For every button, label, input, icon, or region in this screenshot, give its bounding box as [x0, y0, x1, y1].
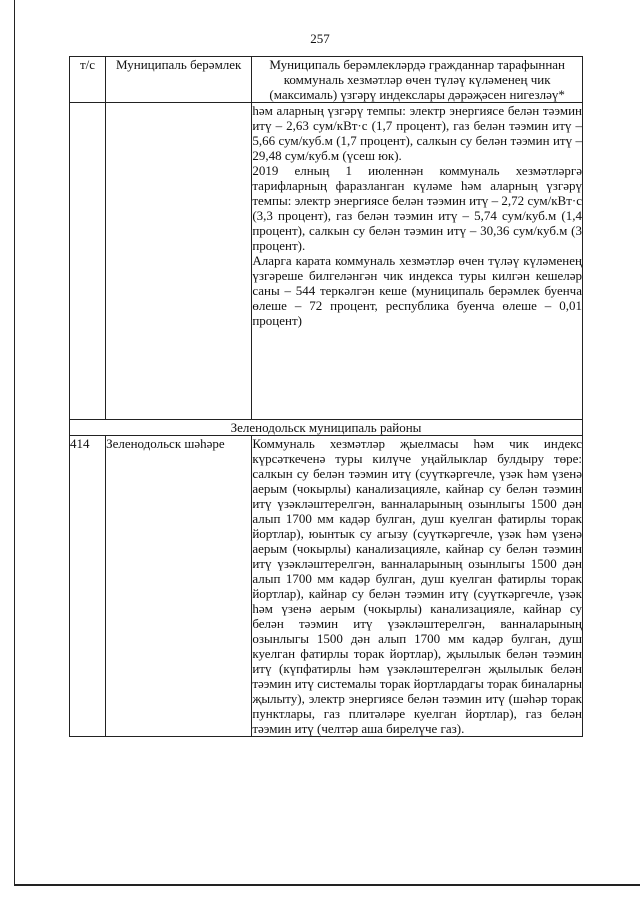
cell-empty-number — [70, 103, 106, 420]
paragraph-rates-2018: һәм аларның үзгәрү темпы: электр энергиясе белән тәэмин итү – 2,63 сум/кВт·с (1,7 процент), газ белән тәэмин итү – 5,66 сум/куб.м (1,7 процент), салкын су белән тәэмин итү – 29,48 сум/куб.м (үсеш юк). — [252, 103, 582, 163]
district-title: Зеленодольск муниципаль районы — [70, 420, 583, 436]
table-row — [70, 436, 583, 737]
header-number: т/с — [70, 57, 106, 103]
row-grounds-text: Коммуналь хезмәтләр җыелмасы һәм чик индекс күрсәткеченә туры килүче уңайлыклар булдыру төре: салкын су белән тәэмин итү (суүткәргечле, үзәк һәм үзенә аерым (чокырлы) канализацияле, кайнар су белән тәэмин итү үзәкләштерелгән, ванналарының озынлыгы 1500 дән алып 1700 мм кадәр булган, душ куелган фатирлы торак йортлар), юынтык су агызу (суүткәргечле, үзәк һәм үзенә аерым (чокырлы) канализацияле, кайнар су белән тәэмин итү үзәкләштерелгән, ванналарының озынлыгы 1500 дән алып 1700 мм кадәр булган, душ куелган фатирлы торак йортлар), кайнар су белән тәэмин итү (суүткәргечле, үзәк һәм үзенә аерым (чокырлы) канализацияле, кайнар су белән тәэмин итү үзәкләштерелгән, ванналарының озынлыгы 1500 дән алып 1700 мм кадәр булган, душ куелган фатирлы торак йортлар), җылылык белән тәэмин итү (күпфатирлы һәм үзәкләштерелгән җылылык белән тәэмин итү системалы торак йортлардагы торак биналарны җылыту), электр энергиясе белән тәэмин итү (шәһәр торак пунктлары, газ плитәләре куелган йортлар), газ белән тәэмин итү (челтәр аша бирелүче газ). — [252, 436, 582, 736]
table-header-row — [70, 57, 583, 103]
row-number: 414 — [70, 436, 106, 737]
header-grounds: Муниципаль берәмлекләрдә гражданнар тарафыннан коммуналь хезмәтләр өчен түләү күләменең чик (максималь) үзгәрү индекслары дәрәҗәсен нигезләү* — [252, 57, 583, 103]
cell-continued-text — [252, 103, 583, 420]
table-row-continued — [70, 103, 583, 420]
district-row — [70, 420, 583, 436]
page-number: 257 — [310, 31, 330, 46]
row-municipality-name: Зеленодольск шәһәре — [106, 436, 252, 737]
paragraph-people-count: Аларга карата коммуналь хезмәтләр өчен түләү күләменең үзгәреше билгеләнгән чик индекса туры килгән кешеләр саны – 544 теркәлгән кеше (муниципаль берәмлек буенча өлеше – 72 процент, республика буенча өлеше – 0,01 процент) — [252, 253, 582, 328]
header-municipality: Муниципаль берәмлек — [106, 57, 252, 103]
paragraph-rates-2019: 2019 елның 1 июленнән коммуналь хезмәтләргә тарифларның фаразланган күләме һәм аларның үзгәрү темпы: электр энергиясе белән тәэмин итү – 2,72 сум/кВт·с (3,3 процент), газ белән тәэмин итү – 5,74 сум/куб.м (1,4 процент), салкын су белән тәэмин итү – 30,36 сум/куб.м (3 процент). — [252, 163, 582, 253]
indices-table — [69, 56, 583, 737]
page-frame-left-border — [14, 0, 15, 885]
cell-empty-name — [106, 103, 252, 420]
page-frame-bottom-border — [14, 884, 640, 886]
